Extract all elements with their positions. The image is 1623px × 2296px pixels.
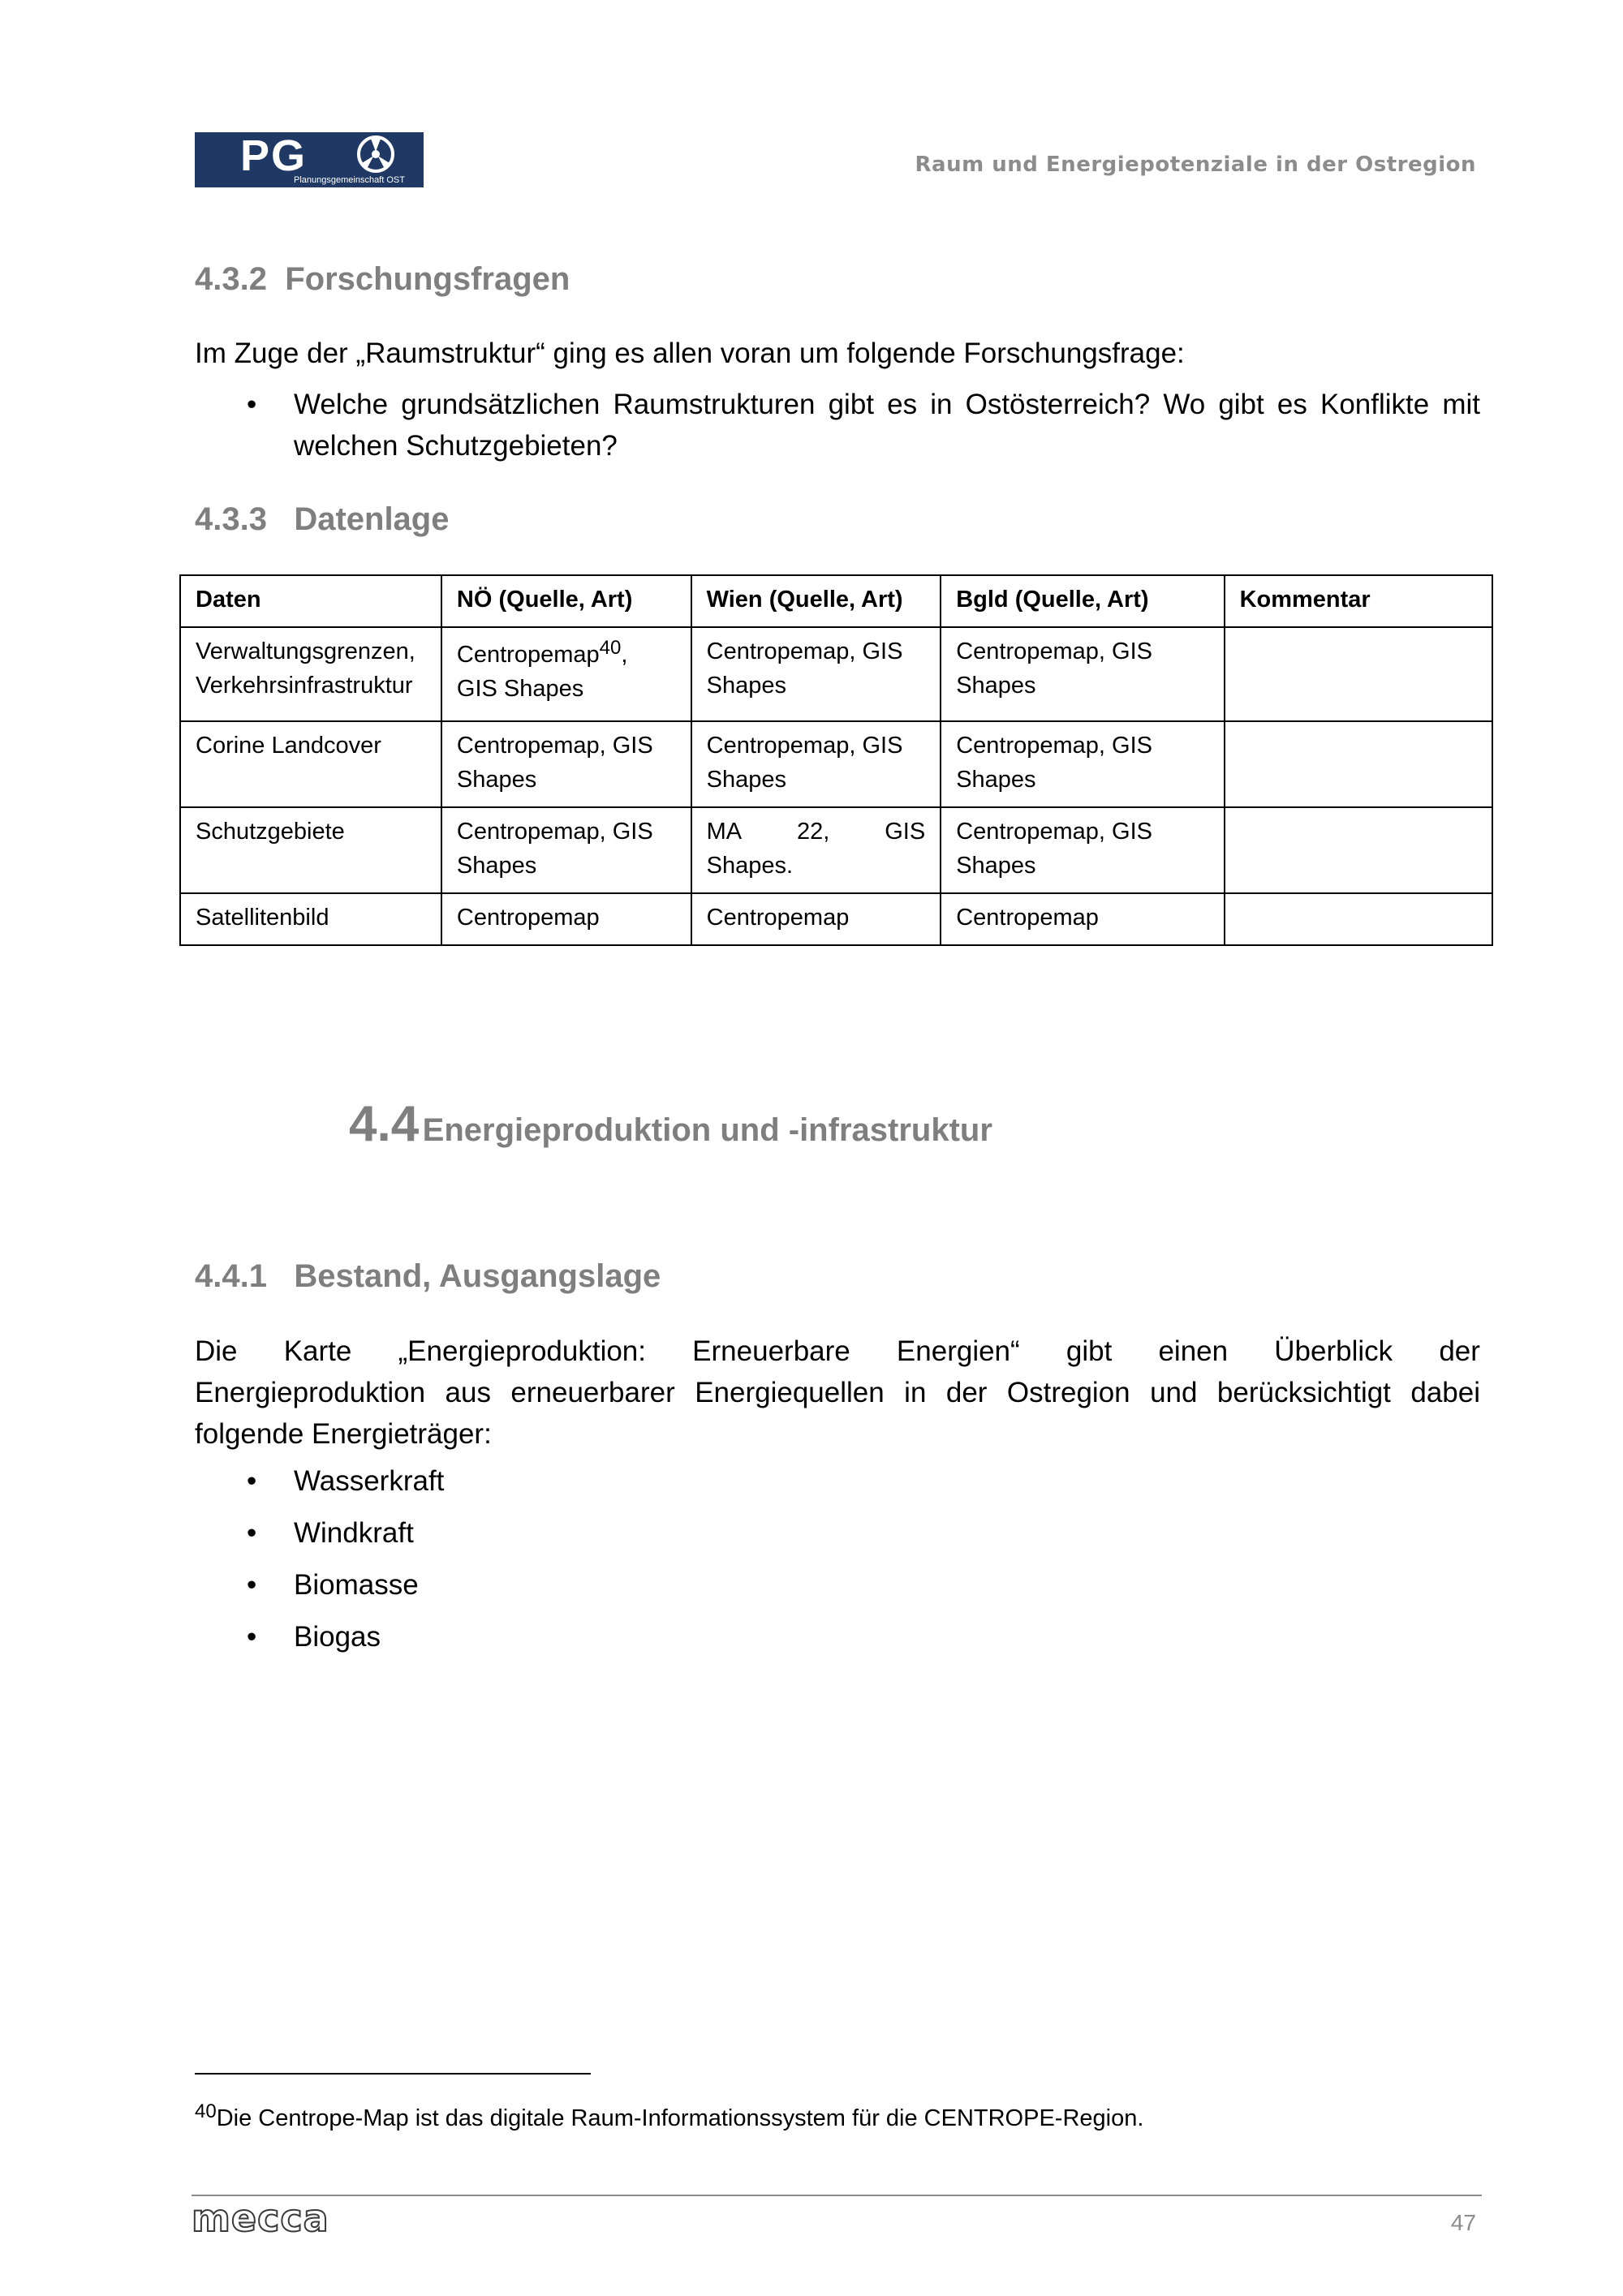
research-question-list xyxy=(247,384,1480,467)
table-row xyxy=(180,807,1492,893)
word: Überblick xyxy=(1274,1335,1393,1367)
cell-word: GIS xyxy=(885,819,926,845)
table-row xyxy=(180,627,1492,721)
heading-number: 4.3.3 xyxy=(195,501,267,537)
paragraph-rest: Energieproduktion aus erneuerbarer Energiequellen in der Ostregion und berücksichtigt dabei folgende Energieträger: xyxy=(195,1377,1480,1450)
cell-line: Shapes. xyxy=(706,853,794,879)
table-cell: Centropemap, GIS Shapes xyxy=(941,627,1224,721)
heading-4-4-1 xyxy=(195,1258,661,1295)
bullet-text: Welche grundsätzlichen Raumstrukturen gibt es in Ostösterreich? Wo gibt es Konflikte mit welchen Schutzgebieten? xyxy=(294,389,1480,462)
table-cell: Centropemap, GIS Shapes xyxy=(941,721,1224,807)
table-header: Kommentar xyxy=(1225,575,1492,627)
bullet-text: Biomasse xyxy=(294,1569,419,1601)
table-cell xyxy=(691,807,941,893)
word: gibt xyxy=(1065,1335,1113,1367)
word: Die xyxy=(195,1335,238,1367)
cell-text: Centropemap xyxy=(456,642,600,668)
list-item xyxy=(247,1460,445,1502)
heading-text: Energieproduktion und -infrastruktur xyxy=(422,1112,992,1148)
cell-line: Verkehrsinfrastruktur xyxy=(196,673,413,699)
cell-word: MA xyxy=(706,819,743,845)
bullet-text: Windkraft xyxy=(294,1517,414,1549)
cell-text: , xyxy=(621,642,628,668)
heading-4-3-3 xyxy=(195,501,449,538)
brand-text: mecca xyxy=(192,2200,329,2236)
table-cell: Centropemap xyxy=(441,893,691,945)
footer-separator xyxy=(192,2195,1482,2196)
energy-paragraph xyxy=(195,1331,1480,1455)
table-cell xyxy=(1225,807,1492,893)
heading-text: Forschungsfragen xyxy=(285,261,570,297)
mecca-logo xyxy=(192,2200,370,2236)
word: der xyxy=(1439,1335,1480,1367)
table-header-row xyxy=(180,575,1492,627)
footnote-text: Die Centrope-Map ist das digitale Raum-Informationssystem für die CENTROPE-Region. xyxy=(216,2105,1144,2131)
cell-word: 22, xyxy=(797,819,830,845)
table-cell xyxy=(1225,721,1492,807)
cell-line xyxy=(707,815,926,849)
table-cell: Schutzgebiete xyxy=(180,807,441,893)
table-cell: Corine Landcover xyxy=(180,721,441,807)
bullet-text: Biogas xyxy=(294,1621,381,1653)
propeller-emblem-icon xyxy=(357,135,394,173)
table-cell: Satellitenbild xyxy=(180,893,441,945)
bullet-text: Wasserkraft xyxy=(294,1465,445,1497)
table-header: Daten xyxy=(180,575,441,627)
word: „Energieproduktion: xyxy=(398,1335,646,1367)
heading-4-4 xyxy=(349,1095,992,1153)
table-cell: Centropemap xyxy=(691,893,941,945)
heading-text: Datenlage xyxy=(294,501,450,537)
table-cell: Centropemap, GIS Shapes xyxy=(441,807,691,893)
footnote-number: 40 xyxy=(195,2100,217,2122)
table-cell xyxy=(1225,627,1492,721)
bullet-icon: • xyxy=(247,1621,257,1653)
logo-text: PG xyxy=(240,131,308,180)
table-cell: Centropemap, GIS Shapes xyxy=(441,721,691,807)
bullet-icon: • xyxy=(247,1465,257,1497)
research-intro: Im Zuge der „Raumstruktur“ ging es allen voran um folgende Forschungsfrage: xyxy=(195,338,1185,369)
heading-text: Bestand, Ausgangslage xyxy=(294,1258,661,1294)
list-item xyxy=(247,1564,444,1606)
heading-number: 4.4 xyxy=(349,1096,420,1152)
table-header: Wien (Quelle, Art) xyxy=(691,575,941,627)
heading-number: 4.4.1 xyxy=(195,1258,267,1294)
pgo-logo xyxy=(195,132,424,187)
cell-line: Verwaltungsgrenzen, xyxy=(196,638,415,664)
logo-subtitle: Planungsgemeinschaft OST xyxy=(294,175,405,185)
energy-carrier-list xyxy=(247,1460,445,1658)
bullet-icon: • xyxy=(247,1517,257,1549)
heading-4-3-2 xyxy=(195,261,570,298)
table-header: NÖ (Quelle, Art) xyxy=(441,575,691,627)
table-cell: Centropemap, GIS Shapes xyxy=(691,627,941,721)
table-cell: Centropemap, GIS Shapes xyxy=(941,807,1224,893)
word: Energien“ xyxy=(896,1335,1020,1367)
list-item xyxy=(247,1616,444,1658)
footnote-ref[interactable]: 40 xyxy=(599,637,622,659)
footnote-separator xyxy=(195,2073,591,2075)
table-cell: Centropemap xyxy=(941,893,1224,945)
data-sources-table xyxy=(179,574,1493,946)
table-cell: Centropemap, GIS Shapes xyxy=(691,721,941,807)
word: Erneuerbare xyxy=(692,1335,850,1367)
bullet-icon: • xyxy=(247,389,257,420)
table-cell xyxy=(180,627,441,721)
document-header-title: Raum und Energiepotenziale in der Ostregion xyxy=(915,153,1476,177)
paragraph-line xyxy=(195,1331,1480,1372)
table-cell xyxy=(441,627,691,721)
word: einen xyxy=(1158,1335,1229,1367)
page-number: 47 xyxy=(1450,2210,1476,2235)
table-row xyxy=(180,721,1492,807)
table-cell xyxy=(1225,893,1492,945)
table-header: Bgld (Quelle, Art) xyxy=(941,575,1224,627)
cell-line: GIS Shapes xyxy=(456,676,584,702)
word: Karte xyxy=(283,1335,352,1367)
heading-number: 4.3.2 xyxy=(195,261,267,297)
table-row xyxy=(180,893,1492,945)
footnote xyxy=(195,2100,1144,2132)
list-item xyxy=(247,1512,444,1554)
list-item xyxy=(247,384,1480,467)
bullet-icon: • xyxy=(247,1569,257,1601)
